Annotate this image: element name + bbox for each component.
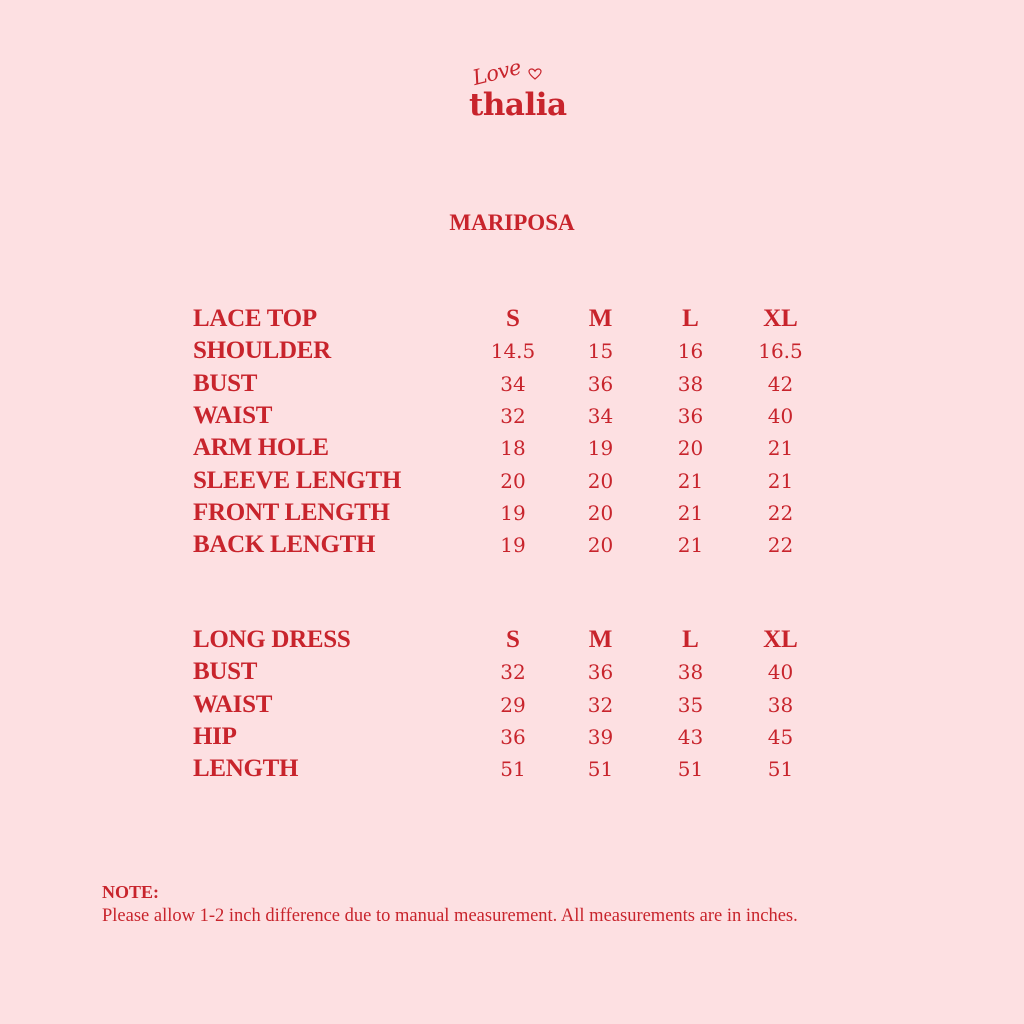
measurement-value: 40 — [767, 404, 794, 429]
size-header-l: L — [682, 305, 699, 333]
measurement-value: 20 — [587, 500, 614, 525]
measurement-value: 16.5 — [758, 339, 803, 364]
table-row — [193, 464, 823, 496]
table-row — [193, 368, 823, 400]
brand-logo-name: thalia — [469, 87, 567, 123]
measurement-label: BUST — [193, 658, 258, 686]
measurement-label: LENGTH — [193, 755, 299, 783]
measurement-value: 21 — [767, 436, 794, 461]
brand-logo-script: Love — [470, 54, 524, 90]
measurement-value: 22 — [767, 533, 794, 558]
heart-icon — [528, 68, 542, 80]
measurement-label: WAIST — [193, 402, 273, 430]
table-row — [193, 432, 823, 464]
measurement-label: SLEEVE LENGTH — [193, 466, 401, 494]
measurement-value: 20 — [677, 436, 704, 461]
measurement-value: 32 — [587, 692, 614, 717]
measurement-value: 14.5 — [490, 339, 536, 364]
measurement-value: 36 — [587, 660, 614, 685]
table-header-row — [193, 624, 823, 656]
measurement-value: 34 — [587, 404, 614, 429]
table-heading: LACE TOP — [193, 305, 317, 333]
table-row — [193, 656, 823, 688]
note-text: Please allow 1-2 inch difference due to manual measurement. All measurements are in inches. — [102, 906, 798, 926]
measurement-label: WAIST — [193, 690, 273, 718]
table-row — [193, 529, 823, 561]
measurement-value: 20 — [587, 533, 614, 558]
size-header-xl: XL — [763, 626, 798, 654]
measurement-value: 51 — [677, 757, 704, 782]
size-table-long-dress — [193, 624, 823, 785]
measurement-label: BACK LENGTH — [193, 531, 376, 559]
measurement-value: 36 — [677, 404, 704, 429]
size-header-xl: XL — [763, 305, 798, 333]
measurement-label: ARM HOLE — [193, 434, 329, 462]
measurement-value: 40 — [767, 660, 794, 685]
measurement-value: 38 — [677, 371, 704, 396]
size-header-m: M — [588, 626, 613, 654]
measurement-value: 15 — [587, 339, 614, 364]
measurement-value: 51 — [500, 757, 526, 782]
measurement-value: 22 — [767, 500, 794, 525]
size-header-s: S — [506, 626, 520, 654]
product-title: MARIPOSA — [449, 210, 575, 235]
table-row — [193, 400, 823, 432]
table-row — [193, 721, 823, 753]
table-heading: LONG DRESS — [193, 626, 351, 654]
measurement-value: 16 — [677, 339, 704, 364]
measurement-value: 36 — [587, 371, 614, 396]
measurement-value: 20 — [587, 468, 614, 493]
measurement-label: BUST — [193, 369, 258, 397]
measurement-value: 51 — [587, 757, 614, 782]
measurement-value: 21 — [677, 500, 704, 525]
measurement-label: SHOULDER — [193, 337, 331, 365]
size-header-l: L — [682, 626, 699, 654]
measurement-value: 45 — [767, 725, 794, 750]
measurement-value: 19 — [587, 436, 614, 461]
measurement-value: 38 — [677, 660, 704, 685]
measurement-value: 32 — [500, 404, 526, 429]
measurement-value: 29 — [500, 692, 526, 717]
note-section — [102, 880, 798, 928]
size-header-m: M — [588, 305, 613, 333]
measurement-value: 36 — [500, 725, 526, 750]
measurement-value: 18 — [500, 436, 526, 461]
measurement-value: 39 — [587, 725, 614, 750]
measurement-value: 35 — [677, 692, 704, 717]
brand-logo — [462, 54, 567, 138]
note-label: NOTE: — [102, 882, 160, 902]
table-header-row — [193, 303, 823, 335]
measurement-value: 42 — [767, 371, 794, 396]
measurement-value: 19 — [500, 533, 526, 558]
measurement-value: 32 — [500, 660, 526, 685]
measurement-value: 34 — [500, 371, 526, 396]
measurement-value: 19 — [500, 500, 526, 525]
table-row — [193, 753, 823, 785]
measurement-value: 21 — [767, 468, 794, 493]
measurement-value: 38 — [767, 692, 794, 717]
measurement-label: FRONT LENGTH — [193, 498, 390, 526]
measurement-value: 21 — [677, 533, 704, 558]
measurement-value: 20 — [500, 468, 526, 493]
table-row — [193, 335, 823, 367]
size-header-s: S — [506, 305, 520, 333]
measurement-value: 43 — [677, 725, 704, 750]
measurement-label: HIP — [193, 723, 237, 751]
size-table-lace-top — [193, 303, 823, 561]
table-row — [193, 497, 823, 529]
table-row — [193, 689, 823, 721]
measurement-value: 51 — [767, 757, 794, 782]
measurement-value: 21 — [677, 468, 704, 493]
